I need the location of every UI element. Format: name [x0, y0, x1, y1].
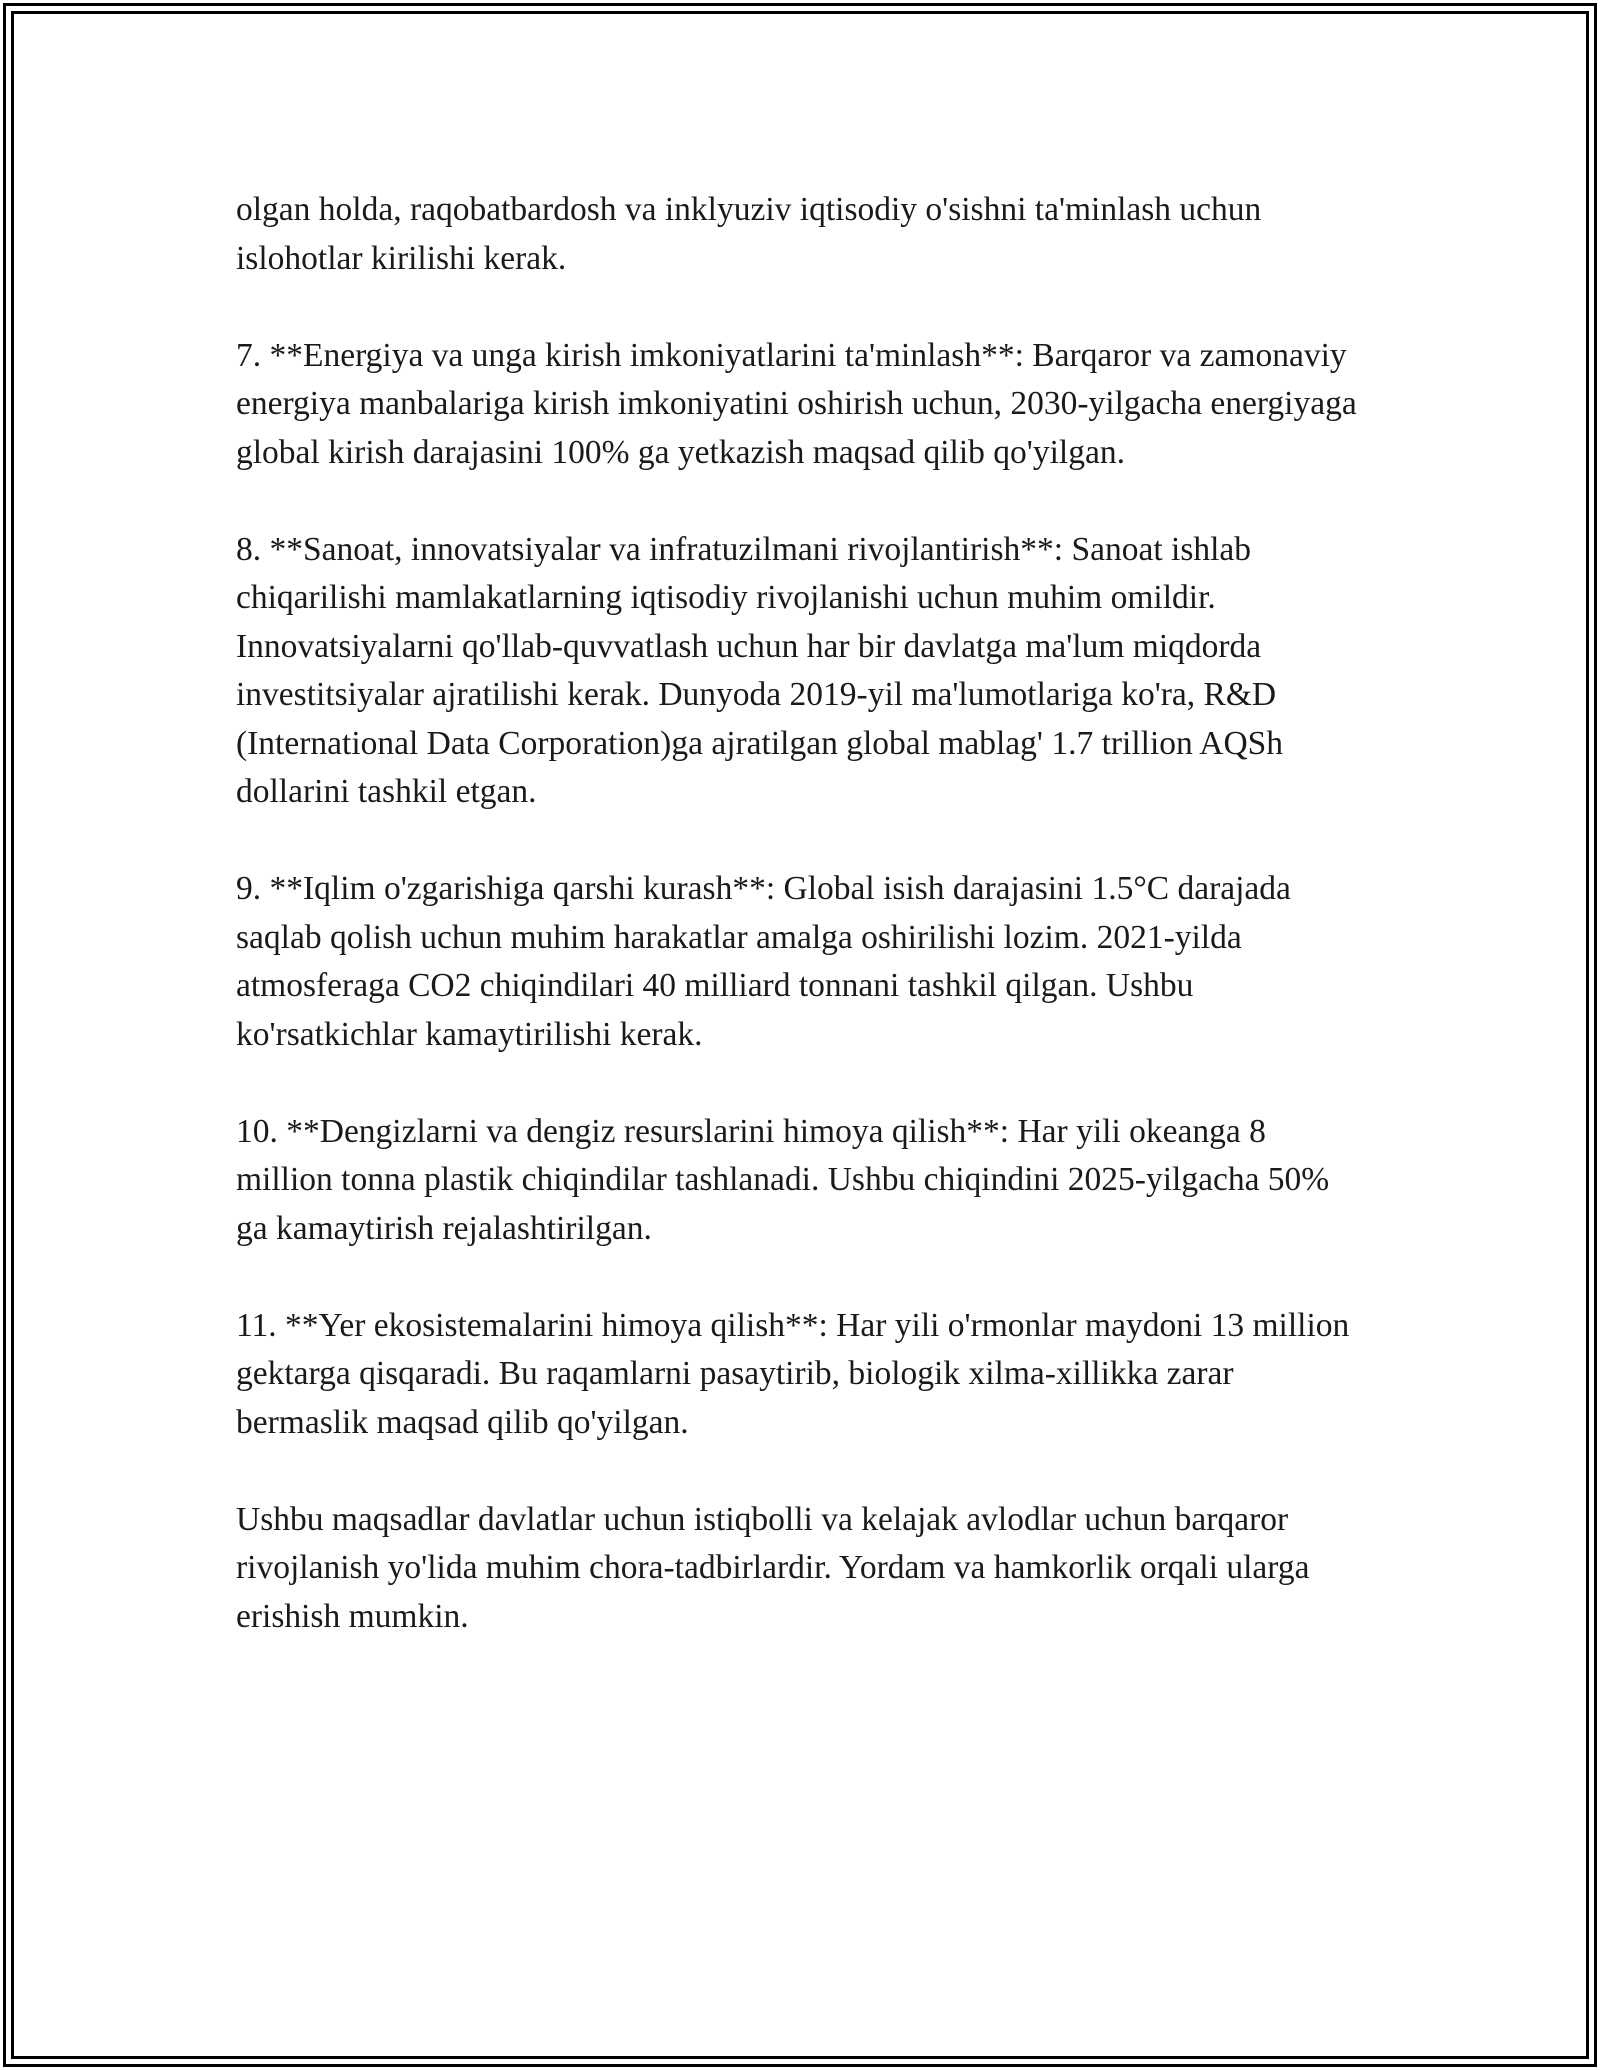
paragraph-item-7-energy: 7. **Energiya va unga kirish imkoniyatlarini ta'minlash**: Barqaror va zamonaviy energiya manbalariga kirish imkoniyatini oshirish uchun, 2030-yilgacha energiyaga global kirish darajasini 100% ga yetkazish maqsad qilib qo'yilgan. — [236, 336, 1357, 471]
paragraph-item-8-industry: 8. **Sanoat, innovatsiyalar va infratuzilmani rivojlantirish**: Sanoat ishlab chiqarilishi mamlakatlarning iqtisodiy rivojlanishi uchun muhim omildir. Innovatsiyalarni qo'llab-quvvatlash uchun har bir davlatga ma'lum miqdorda investitsiyalar ajratilishi kerak. Dunyoda 2019-yil ma'lumotlariga ko'ra, R&D (International Data Corporation)ga ajratilgan global mablag' 1.7 trillion AQSh dollarini tashkil etgan. — [236, 530, 1284, 810]
paragraph-item-10-oceans: 10. **Dengizlarni va dengiz resurslarini himoya qilish**: Har yili okeanga 8 million tonna plastik chiqindilar tashlanadi. Ushbu chiqindini 2025-yilgacha 50% ga kamaytirish rejalashtirilgan. — [236, 1112, 1330, 1247]
paragraph-conclusion: Ushbu maqsadlar davlatlar uchun istiqbolli va kelajak avlodlar uchun barqaror rivojlanish yo'lida muhim chora-tadbirlardir. Yordam va hamkorlik orqali ularga erishish mumkin. — [236, 1500, 1310, 1635]
paragraph-item-9-climate: 9. **Iqlim o'zgarishiga qarshi kurash**: Global isish darajasini 1.5°C darajada saqlab qolish uchun muhim harakatlar amalga oshirilishi lozim. 2021-yilda atmosferaga CO2 chiqindilari 40 milliard tonnani tashkil qilgan. Ushbu ko'rsatkichlar kamaytirilishi kerak. — [236, 870, 1291, 1053]
paragraph-item-11-land: 11. **Yer ekosistemalarini himoya qilish**: Har yili o'rmonlar maydoni 13 million gektarga qisqaradi. Bu raqamlarni pasaytirib, biologik xilma-xillikka zarar bermaslik maqsad qilib qo'yilgan. — [236, 1306, 1350, 1441]
paragraph-continuation: olgan holda, raqobatbardosh va inklyuziv iqtisodiy o'sishni ta'minlash uchun islohotlar kirilishi kerak. — [236, 191, 1262, 277]
document-body — [236, 186, 1366, 1641]
